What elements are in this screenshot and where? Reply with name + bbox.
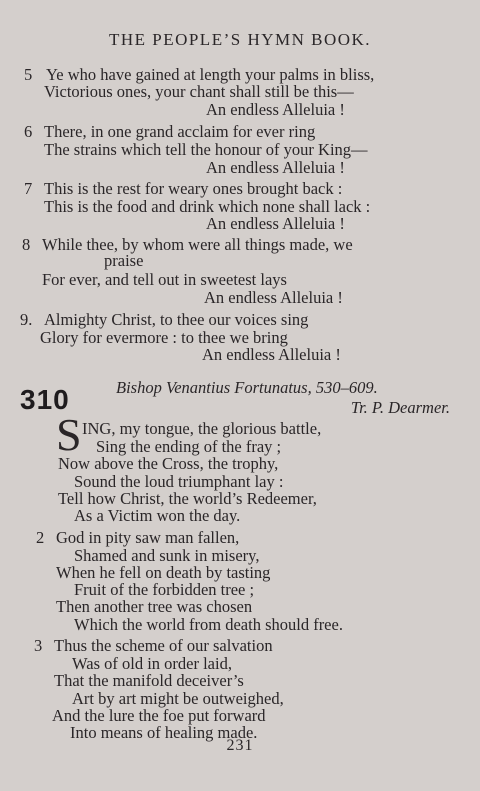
- verse-line: Into means of healing made.: [70, 723, 258, 742]
- verse-line: Then another tree was chosen: [56, 597, 253, 616]
- verse-line: Shamed and sunk in misery,: [74, 546, 260, 565]
- verse-line: The strains which tell the honour of your King—: [44, 140, 368, 159]
- verse-line: Thus the scheme of our salvation: [54, 636, 273, 655]
- verse-line: Fruit of the forbidden tree ;: [74, 580, 255, 599]
- verse-number: 8: [22, 235, 31, 254]
- verse-line: Tell how Christ, the world’s Redeemer,: [58, 489, 317, 508]
- verse-line: Sound the loud triumphant lay :: [74, 472, 284, 491]
- verse-line: As a Victim won the day.: [74, 506, 241, 525]
- verse-line: While thee, by whom were all things made, we: [42, 235, 353, 254]
- verse-line: God in pity saw man fallen,: [56, 528, 240, 547]
- verse-line: Which the world from death should free.: [74, 615, 343, 634]
- verse-number: 9.: [20, 310, 33, 329]
- refrain-line: An endless Alleluia !: [202, 345, 341, 364]
- verse-line: Almighty Christ, to thee our voices sing: [44, 310, 309, 329]
- verse-line: Sing the ending of the fray ;: [96, 437, 282, 456]
- page-number: 231: [226, 737, 254, 754]
- verse-line: This is the rest for weary ones brought back :: [44, 179, 343, 198]
- refrain-line: An endless Alleluia !: [206, 214, 345, 233]
- verse-line: Now above the Cross, the trophy,: [58, 454, 279, 473]
- verse-line: Glory for evermore : to thee we bring: [40, 328, 288, 347]
- verse-line: Victorious ones, your chant shall still be this—: [44, 82, 354, 101]
- verse-number: 6: [24, 122, 33, 141]
- hymn-translator: Tr. P. Dearmer.: [350, 398, 450, 417]
- drop-cap: S: [56, 409, 82, 460]
- verse-line: Was of old in order laid,: [72, 654, 232, 673]
- hymn-author: Bishop Venantius Fortunatus, 530–609.: [116, 378, 378, 397]
- verse-line: This is the food and drink which none shall lack :: [44, 197, 371, 216]
- verse-line: When he fell on death by tasting: [56, 563, 271, 582]
- refrain-line: An endless Alleluia !: [206, 100, 345, 119]
- verse-line: ING, my tongue, the glorious battle,: [82, 419, 322, 438]
- verse-number: 5: [24, 65, 33, 84]
- running-head: THE PEOPLE’S HYMN BOOK.: [108, 30, 372, 49]
- verse-line: praise: [104, 251, 144, 270]
- refrain-line: An endless Alleluia !: [204, 288, 343, 307]
- verse-line: Art by art might be outweighed,: [72, 689, 284, 708]
- hymn-number: 310: [20, 384, 70, 415]
- verse-line: And the lure the foe put forward: [52, 706, 266, 725]
- verse-line: That the manifold deceiver’s: [54, 671, 244, 690]
- verse-line: Ye who have gained at length your palms in bliss,: [46, 65, 375, 84]
- verse-number: 2: [36, 528, 45, 547]
- verse-number: 3: [34, 636, 43, 655]
- verse-line: For ever, and tell out in sweetest lays: [42, 270, 287, 289]
- verse-line: There, in one grand acclaim for ever ring: [44, 122, 316, 141]
- refrain-line: An endless Alleluia !: [206, 158, 345, 177]
- verse-number: 7: [24, 179, 33, 198]
